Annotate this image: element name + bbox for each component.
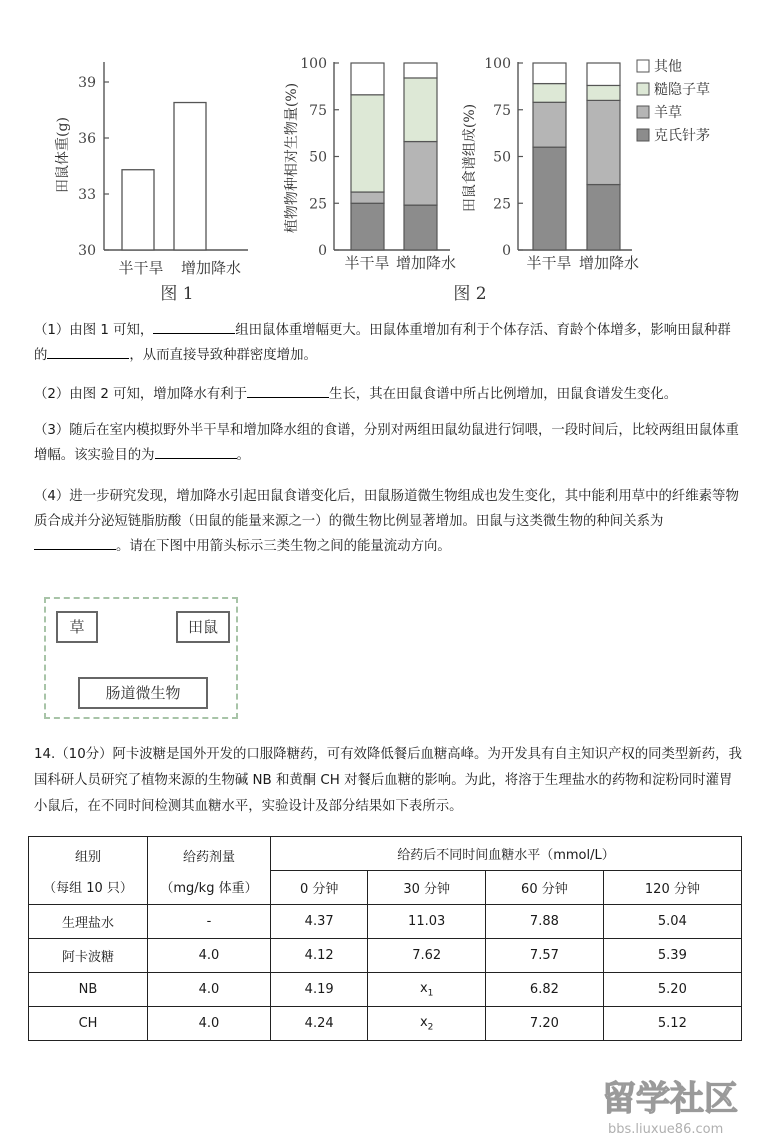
fig2-right-cat-2: 增加降水 — [578, 254, 640, 272]
header-dose: 给药剂量 （mg/kg 体重） — [148, 837, 271, 905]
fig2-right-tick-label: 50 — [493, 149, 511, 166]
fig2-left-tick-label: 75 — [309, 102, 327, 119]
table-row: 阿卡波糖 4.0 4.12 7.62 7.57 5.39 — [29, 939, 742, 973]
header-time-30: 30 分钟 — [368, 871, 486, 905]
fig1-cat-1: 半干旱 — [118, 259, 164, 277]
fig2-right-bar-1-segment-1 — [533, 147, 566, 250]
figure-2-right — [461, 56, 639, 272]
answer-blank-1[interactable] — [153, 319, 235, 334]
energy-flow-diagram[interactable] — [44, 597, 238, 719]
fig2-left-cat-1: 半干旱 — [344, 254, 390, 272]
fig2-left-ylabel: 植物物种相对生物量(%) — [284, 82, 300, 234]
legend-cleistogenes: 糙隐子草 — [654, 82, 710, 98]
watermark-text: 留学社区 — [602, 1079, 738, 1119]
header-time-120: 120 分钟 — [603, 871, 741, 905]
fig2-right-ylabel: 田鼠食谱组成(%) — [462, 103, 478, 213]
fig2-left-cat-2: 增加降水 — [395, 254, 457, 272]
fig2-left-tick-label: 50 — [309, 149, 327, 166]
figure-2-left — [283, 56, 456, 272]
fig2-right-cat-1: 半干旱 — [526, 254, 572, 272]
watermark-url: bbs.liuxue86.com — [608, 1122, 724, 1137]
table-header-row — [29, 837, 742, 871]
fig2-right-bar-2-segment-3 — [587, 85, 620, 100]
fig2-left-bar-1-segment-4 — [351, 63, 384, 95]
fig1-ylabel: 田鼠体重(g) — [55, 117, 71, 193]
figure-1 — [54, 62, 248, 304]
answer-blank-3[interactable] — [247, 383, 329, 398]
question-4: （4）进一步研究发现，增加降水引起田鼠食谱变化后，田鼠肠道微生物组成也发生变化，其中能利用草中的纤维素等物质合成并分泌短链脂肪酸（田鼠的能量来源之一）的微生物比例显著增加。田鼠与这类微生物的种间关系为。请在下图中用箭头标示三类生物之间的能量流动方向。 — [34, 489, 739, 554]
question-14: 14.（10分）阿卡波糖是国外开发的口服降糖药，可有效降低餐后血糖高峰。为开发具有自主知识产权的同类型新药，我国科研人员研究了植物来源的生物碱 NB 和黄酮 CH 对餐后血糖的影响。为此，将溶于生理盐水的药物和淀粉同时灌胃小鼠后，在不同时间检测其血糖水平，实验设计及部分结果如下表所示。 — [34, 747, 742, 814]
fig1-tick-label: 33 — [78, 187, 96, 203]
fig2-right-bar-1-segment-3 — [533, 84, 566, 103]
fig2-left-bar-1-segment-2 — [351, 192, 384, 203]
fig2-left-bar-2-segment-2 — [404, 142, 437, 206]
figures-area — [0, 0, 772, 310]
fig2-left-bar-2-segment-1 — [404, 205, 437, 250]
table-row: NB 4.0 4.19 $x_1$ 6.82 5.20 — [29, 973, 742, 1007]
fig2-left-bar-2-segment-4 — [404, 63, 437, 78]
legend-swatch-other — [637, 60, 649, 72]
answer-blank-4[interactable] — [155, 444, 237, 459]
header-time-60: 60 分钟 — [486, 871, 604, 905]
answer-blank-5[interactable] — [34, 535, 116, 550]
fig2-left-bar-1-segment-3 — [351, 95, 384, 192]
fig2-left-tick-label: 100 — [300, 56, 327, 72]
legend-swatch-stipa — [637, 129, 649, 141]
fig2-left-bar-1-segment-1 — [351, 203, 384, 250]
header-glucose: 给药后不同时间血糖水平（mmol/L） — [271, 837, 742, 871]
fig2-left-bar-2-segment-3 — [404, 78, 437, 142]
legend-leymus: 羊草 — [654, 105, 682, 121]
table-row: 生理盐水 - 4.37 11.03 7.88 5.04 — [29, 905, 742, 939]
fig1-tick-label: 30 — [78, 243, 96, 259]
fig2-right-bar-2-segment-2 — [587, 100, 620, 184]
fig2-left-tick-label: 0 — [318, 243, 327, 259]
legend-swatch-leymus — [637, 106, 649, 118]
legend-stipa: 克氏针茅 — [654, 128, 710, 144]
diagram-box-gut-microbes: 肠道微生物 — [78, 677, 208, 709]
fig2-right-bar-1-segment-4 — [533, 63, 566, 84]
legend-other: 其他 — [654, 59, 682, 75]
fig2-right-tick-label: 75 — [493, 102, 511, 119]
fig1-caption: 图 1 — [160, 284, 194, 304]
fig2-right-bar-2-segment-1 — [587, 185, 620, 250]
fig2-right-tick-label: 25 — [493, 196, 511, 213]
fig2-left-tick-label: 25 — [309, 196, 327, 213]
fig1-tick-label: 36 — [78, 131, 96, 147]
fig1-cat-2: 增加降水 — [180, 259, 242, 277]
question-3: （3）随后在室内模拟野外半干旱和增加降水组的食谱，分别对两组田鼠幼鼠进行饲喂，一段时间后，比较两组田鼠体重增幅。该实验目的为 。 — [34, 423, 739, 463]
fig1-tick-label: 39 — [78, 75, 96, 91]
cell-x1: $x_1$ — [368, 973, 486, 1007]
diagram-box-vole: 田鼠 — [176, 611, 230, 643]
diagram-box-grass: 草 — [56, 611, 98, 643]
fig2-legend — [637, 59, 710, 144]
header-time-0: 0 分钟 — [271, 871, 368, 905]
cell-x2: $x_2$ — [368, 1007, 486, 1041]
fig2-right-bar-1-segment-2 — [533, 102, 566, 147]
legend-swatch-cleistogenes — [637, 83, 649, 95]
answer-blank-2[interactable] — [47, 344, 129, 359]
fig2-right-tick-label: 100 — [484, 56, 511, 72]
fig1-bar-1 — [122, 170, 154, 250]
watermark-logo — [598, 1070, 758, 1140]
fig1-bar-2 — [174, 103, 206, 250]
header-group: 组别 （每组 10 只） — [29, 837, 148, 905]
table-row: CH 4.0 4.24 $x_2$ 7.20 5.12 — [29, 1007, 742, 1041]
fig2-caption: 图 2 — [453, 284, 487, 304]
question-1: （1）由图 1 可知， 组田鼠体重增幅更大。田鼠体重增加有利于个体存活、育龄个体增多，影响田鼠种群的 ，从而直接导致种群密度增加。 — [34, 318, 744, 368]
fig2-right-bar-2-segment-4 — [587, 63, 620, 85]
question-2: （2）由图 2 可知，增加降水有利于 生长，其在田鼠食谱中所占比例增加，田鼠食谱发生变化。 — [34, 382, 744, 407]
blood-glucose-table — [28, 836, 742, 1041]
fig2-right-tick-label: 0 — [502, 243, 511, 259]
